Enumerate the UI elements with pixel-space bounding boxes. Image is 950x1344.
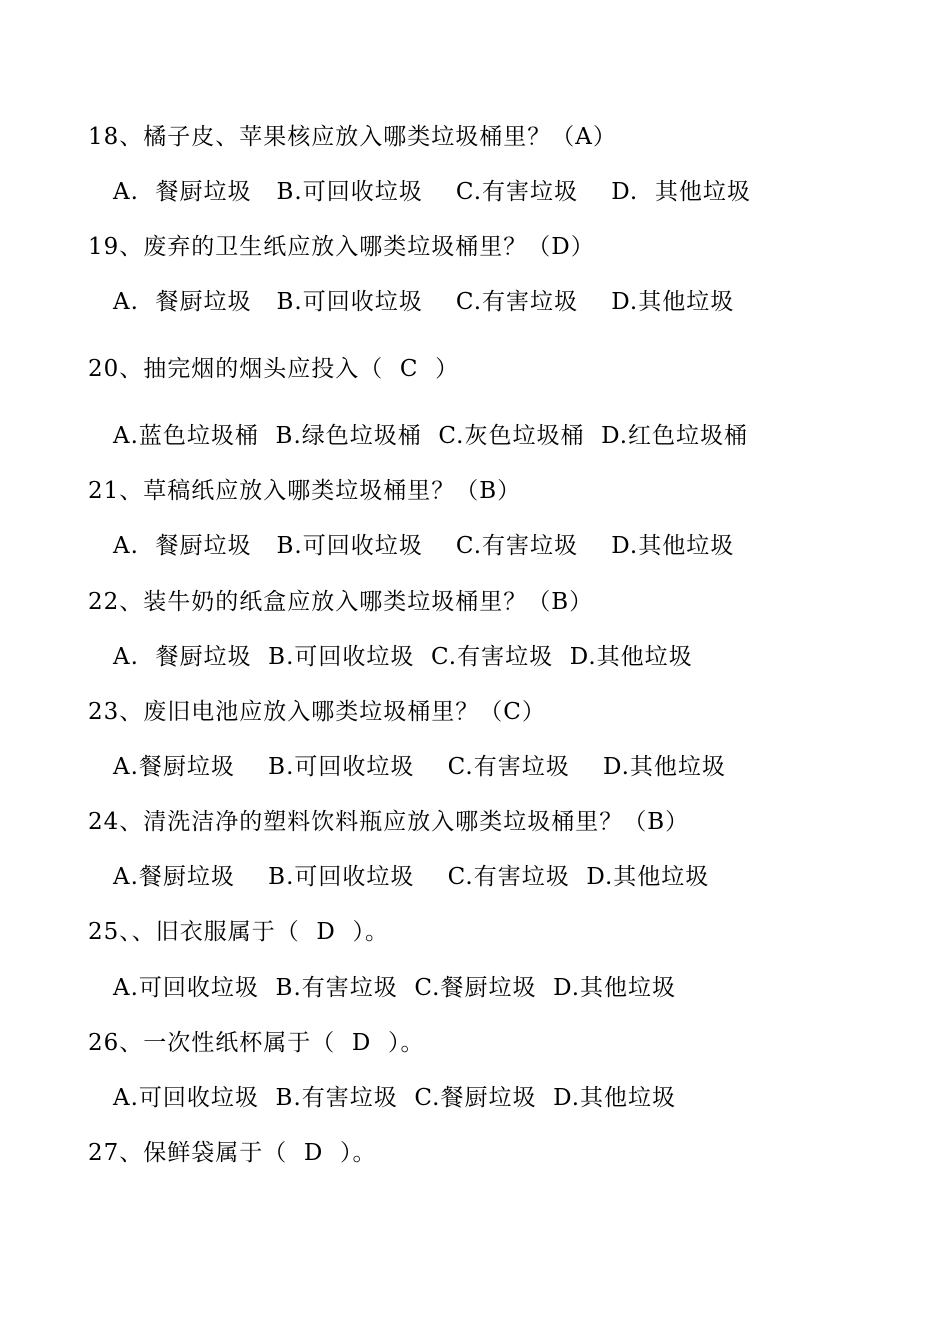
question-25: 25、、旧衣服属于（ D ）。 [88,919,389,945]
question-26: 26、一次性纸杯属于（ D ）。 [88,1030,425,1056]
question-23: 23、废旧电池应放入哪类垃圾桶里？（C） [88,699,546,725]
question-22: 22、装牛奶的纸盒应放入哪类垃圾桶里？（B） [88,589,594,615]
options-21: A. 餐厨垃圾 B.可回收垃圾 C.有害垃圾 D.其他垃圾 [113,533,735,559]
question-20: 20、抽完烟的烟头应投入（ C ） [88,356,460,382]
options-19: A. 餐厨垃圾 B.可回收垃圾 C.有害垃圾 D.其他垃圾 [113,289,735,315]
question-18: 18、橘子皮、苹果核应放入哪类垃圾桶里？（A） [88,124,617,150]
options-20: A.蓝色垃圾桶 B.绿色垃圾桶 C.灰色垃圾桶 D.红色垃圾桶 [113,423,749,449]
question-21: 21、草稿纸应放入哪类垃圾桶里？（B） [88,478,522,504]
question-27: 27、保鲜袋属于（ D ）。 [88,1140,377,1166]
options-25: A.可回收垃圾 B.有害垃圾 C.餐厨垃圾 D.其他垃圾 [113,975,677,1001]
options-22: A. 餐厨垃圾 B.可回收垃圾 C.有害垃圾 D.其他垃圾 [113,644,693,670]
options-23: A.餐厨垃圾 B.可回收垃圾 C.有害垃圾 D.其他垃圾 [113,754,726,780]
options-18: A. 餐厨垃圾 B.可回收垃圾 C.有害垃圾 D. 其他垃圾 [113,179,751,205]
question-19: 19、废弃的卫生纸应放入哪类垃圾桶里？（D） [88,234,595,260]
options-26: A.可回收垃圾 B.有害垃圾 C.餐厨垃圾 D.其他垃圾 [113,1085,677,1111]
options-24: A.餐厨垃圾 B.可回收垃圾 C.有害垃圾 D.其他垃圾 [113,864,710,890]
question-24: 24、清洗洁净的塑料饮料瓶应放入哪类垃圾桶里？（B） [88,809,690,835]
